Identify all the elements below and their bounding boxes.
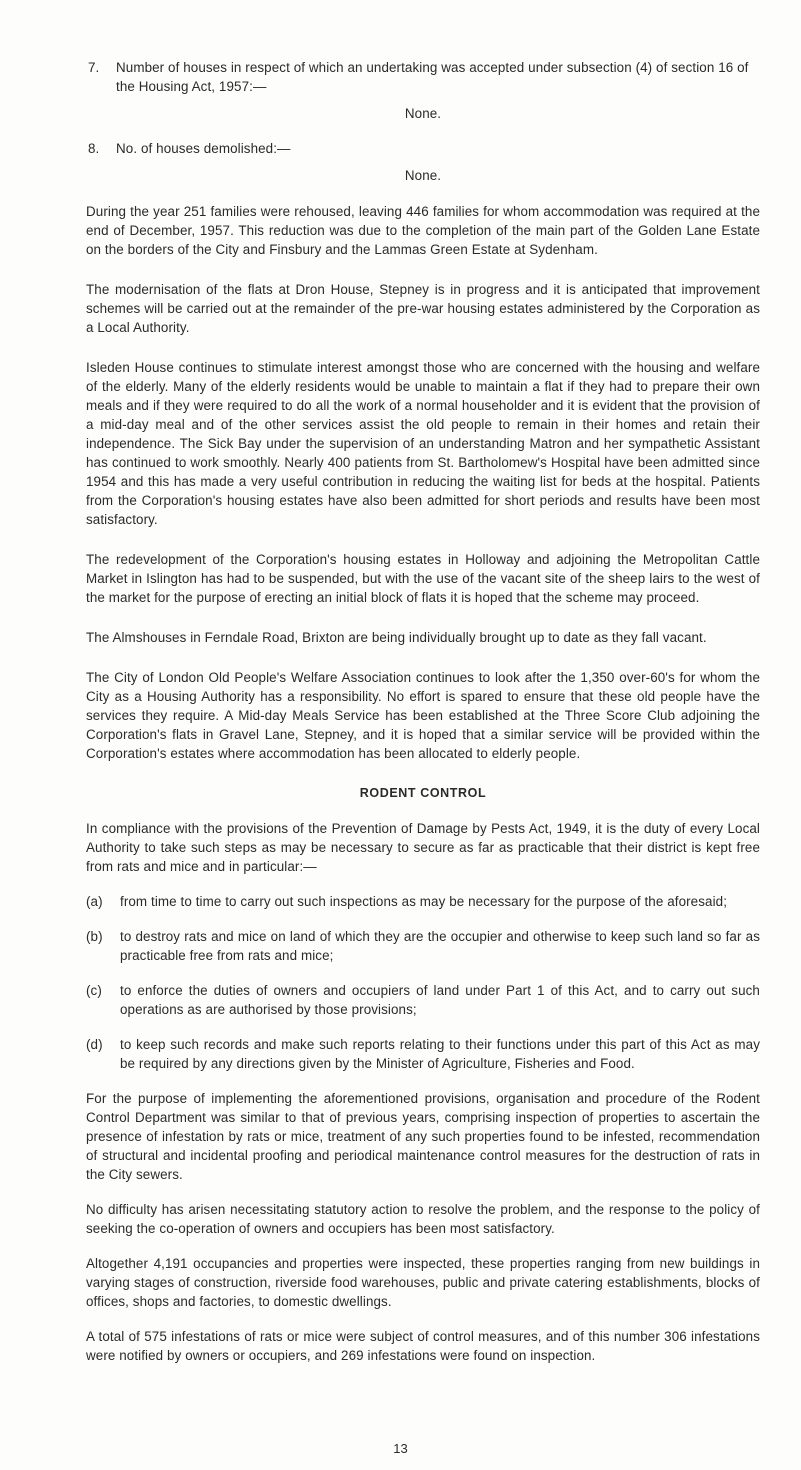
sub-item-text: from time to time to carry out such inspections as may be necessary for the purpose of the aforesaid; (120, 894, 728, 909)
item-text: Number of houses in respect of which an undertaking was accepted under subsection (4) of section 16 of the Housing Act, 1957:— (116, 60, 749, 94)
item-answer: None. (404, 168, 442, 183)
item-number: 8. (88, 141, 100, 156)
paragraph-isleden-house: Isleden House continues to stimulate interest amongst those who are concerned with the housing and welfare of the elderly. Many of the elderly residents would be unable to maintain a flat if they had to prepare their own meals and if they were required to do all the work of a normal householder and it is evident that the provision of a mid-day meal and of the other services assist the old people to remain in their homes and retain their independence. The Sick Bay under the supervision of an understanding Matron and her sympathetic Assistant has continued to work smoothly. Nearly 400 patients from St. Bartholomew's Hospital have been admitted since 1954 and this has made a very useful contribution in reducing the waiting list for beds at the hospital. Patients from the Corporation's housing estates have also been admitted for short periods and results have been most satisfactory. (86, 360, 760, 527)
sub-item-c (86, 981, 760, 1019)
paragraph-modernisation: The modernisation of the flats at Dron House, Stepney is in progress and it is anticipated that improvement schemes will be carried out at the remainder of the pre-war housing estates administered by the Corporation as a Local Authority. (86, 282, 760, 335)
item-answer: None. (404, 106, 442, 121)
paragraph-redevelopment: The redevelopment of the Corporation's housing estates in Holloway and adjoining the Metropolitan Cattle Market in Islington has had to be suspended, but with the use of the vacant site of the sheep lairs to the west of the market for the purpose of erecting an initial block of flats it is hoped that the scheme may proceed. (86, 552, 760, 605)
sub-item-a (86, 892, 760, 911)
paragraph-rodent-procedure: For the purpose of implementing the aforementioned provisions, organisation and procedure of the Rodent Control Department was similar to that of previous years, comprising inspection of properties to ascertain the presence of infestation by rats or mice, treatment of any such properties found to be infested, recommendation of structural and incidental proofing and periodical maintenance control measures for the destruction of rats in the City sewers. (86, 1091, 760, 1182)
paragraph-rodent-inspections: Altogether 4,191 occupancies and properties were inspected, these properties ranging from new buildings in varying stages of construction, riverside food warehouses, public and private catering establishments, blocks of offices, shops and factories, to domestic dwellings. (86, 1256, 760, 1309)
numbered-item-7 (86, 58, 760, 96)
paragraph-rodent-difficulty: No difficulty has arisen necessitating statutory action to resolve the problem, and the response to the policy of seeking the co-operation of owners and occupiers has been most satisfactory. (86, 1202, 760, 1236)
paragraph-almshouses: The Almshouses in Ferndale Road, Brixton are being individually brought up to date as they fall vacant. (86, 630, 707, 645)
sub-item-label: (c) (86, 983, 102, 998)
item-text: No. of houses demolished:— (116, 141, 291, 156)
sub-item-text: to enforce the duties of owners and occupiers of land under Part 1 of this Act, and to carry out such operations as are authorised by those provisions; (120, 983, 760, 1017)
page-content (86, 58, 760, 1365)
item-number: 7. (88, 60, 100, 75)
page-number: 13 (393, 1441, 408, 1456)
sub-item-label: (a) (86, 894, 103, 909)
sub-item-label: (b) (86, 929, 103, 944)
section-heading: RODENT CONTROL (359, 786, 487, 800)
paragraph-old-peoples-welfare: The City of London Old People's Welfare Association continues to look after the 1,350 over-60's for whom the City as a Housing Authority has a responsibility. No effort is spared to ensure that these old people have the services they require. A Mid-day Meals Service has been established at the Three Score Club adjoining the Corporation's flats in Gravel Lane, Stepney, and it is hoped that a similar service will be provided within the Corporation's estates where accommodation has been allocated to elderly people. (86, 670, 760, 761)
paragraph-rehousing: During the year 251 families were rehoused, leaving 446 families for whom accommodation was required at the end of December, 1957. This reduction was due to the completion of the main part of the Golden Lane Estate on the borders of the City and Finsbury and the Lammas Green Estate at Sydenham. (86, 204, 760, 257)
sub-item-d (86, 1035, 760, 1073)
numbered-item-8 (86, 139, 760, 158)
paragraph-rodent-intro: In compliance with the provisions of the Prevention of Damage by Pests Act, 1949, it is the duty of every Local Authority to take such steps as may be necessary to secure as far as practicable that their district is kept free from rats and mice and in particular:— (86, 821, 760, 874)
paragraph-rodent-infestations: A total of 575 infestations of rats or mice were subject of control measures, and of this number 306 infestations were notified by owners or occupiers, and 269 infestations were found on inspection. (86, 1329, 760, 1363)
sub-item-text: to destroy rats and mice on land of which they are the occupier and otherwise to keep such land so far as practicable free from rats and mice; (120, 929, 760, 963)
sub-item-text: to keep such records and make such reports relating to their functions under this part of this Act as may be required by any directions given by the Minister of Agriculture, Fisheries and Food. (120, 1037, 760, 1071)
sub-item-label: (d) (86, 1037, 103, 1052)
sub-item-b (86, 927, 760, 965)
